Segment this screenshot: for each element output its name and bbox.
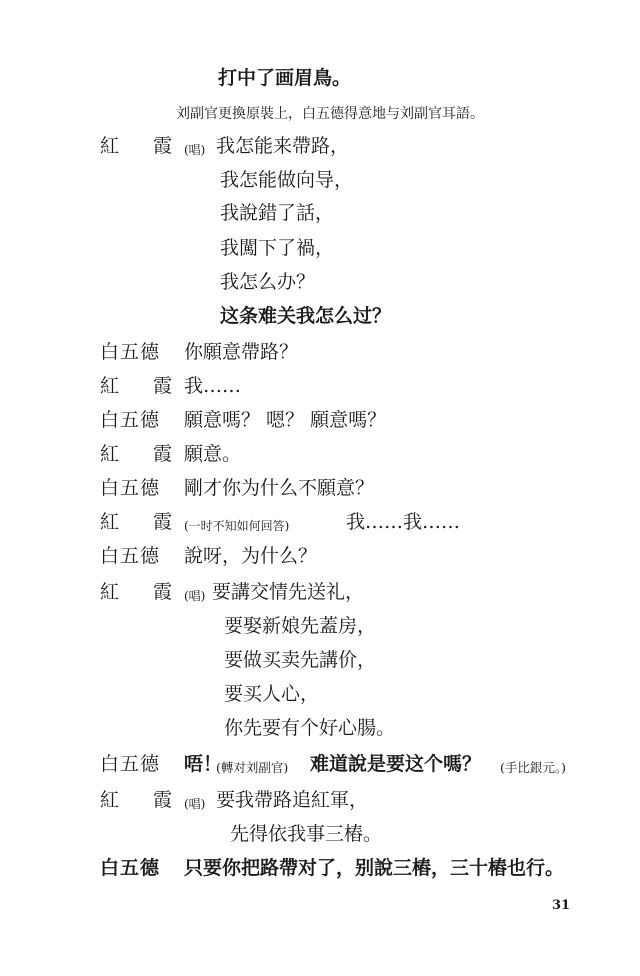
line-text: 只要你把路帶对了，别說三樁，三十樁也行。 (184, 857, 565, 879)
line-text: 先得依我事三樁。 (230, 823, 383, 845)
singing-mark: (唱) (184, 589, 206, 603)
speaker-name: 白五德 (100, 753, 161, 775)
line-text: 刘副官更換原裝上，白五德得意地与刘副官耳語。 (176, 106, 484, 122)
speaker-name: 白五德 (100, 857, 161, 879)
line-text: 要講交情先送礼， (212, 581, 365, 603)
line-text: 說呀，为什么？ (184, 545, 318, 567)
line-text: 打中了画眉鳥。 (218, 67, 352, 89)
speaker-name: 紅 霞 (100, 789, 187, 811)
page-number: 31 (552, 898, 571, 913)
line-text: 这条难关我怎么过？ (220, 305, 392, 327)
line-text: 要做买卖先講价， (224, 649, 377, 671)
speaker-name: 白五德 (100, 545, 161, 567)
line-text: 要买人心， (224, 683, 320, 705)
speaker-name: 紅 霞 (100, 511, 187, 533)
speaker-name: 白五德 (100, 477, 161, 499)
line-text: 我…… (184, 375, 242, 397)
line-text: 要娶新娘先蓋房， (224, 615, 377, 637)
line-text: 我說錯了話， (220, 202, 335, 224)
line-text: 我怎能来帶路， (216, 135, 350, 157)
line-text: 願意。 (184, 443, 242, 465)
speaker-name: 白五德 (100, 409, 161, 431)
line-text: 我怎能做向导， (220, 169, 354, 191)
stage-aside: (轉对刘副官) (216, 760, 289, 775)
singing-mark: (唱) (184, 143, 206, 157)
line-text: 我……我…… (346, 511, 461, 533)
speaker-name: 紅 霞 (100, 443, 187, 465)
speaker-name: 紅 霞 (100, 375, 187, 397)
line-text: 难道說是要这个嗎？ (310, 753, 482, 775)
line-text: 要我帶路追紅軍， (216, 789, 369, 811)
line-text: 唔！ (184, 753, 223, 775)
singing-mark: (唱) (184, 797, 206, 811)
stage-aside: (一时不知如何回答) (184, 519, 290, 533)
line-text: 我闖下了禍， (220, 237, 335, 259)
line-text: 願意嗎？ 嗯？ 願意嗎？ (184, 409, 387, 431)
speaker-name: 紅 霞 (100, 135, 187, 157)
line-text: 剛才你为什么不願意？ (184, 477, 375, 499)
speaker-name: 白五德 (100, 341, 161, 363)
stage-aside: (手比銀元。) (500, 760, 567, 775)
line-text: 你先要有个好心腸。 (224, 717, 396, 739)
speaker-name: 紅 霞 (100, 581, 187, 603)
line-text: 我怎么办？ (220, 271, 316, 293)
line-text: 你願意帶路？ (184, 341, 299, 363)
